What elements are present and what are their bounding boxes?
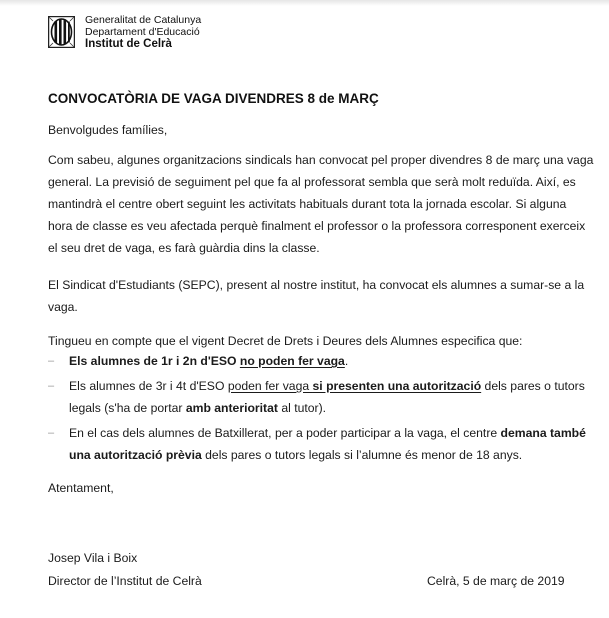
bullet-text-bold: Els alumnes de 1r i 2n d'ESO xyxy=(69,354,240,368)
bullet-text-bold: una autorització prèvia xyxy=(69,447,202,462)
paragraph-line: hora de classe es veu afectada perquè finalment el professor o la professora corresponent exerceix xyxy=(48,219,586,233)
dash-bullet-icon: – xyxy=(48,355,55,367)
paragraph-line: El Sindicat d'Estudiants (SEPC), present al nostre institut, ha convocat els alumnes a sumar-se a la xyxy=(48,278,585,292)
document-title: CONVOCATÒRIA DE VAGA DIVENDRES 8 de MARÇ xyxy=(48,91,379,106)
dash-bullet-icon: – xyxy=(48,380,55,392)
bullet-text-bold-underline: no poden fer vaga xyxy=(239,354,345,368)
paragraph-decree: Tingueu en compte que el vigent Decret de Drets i Deures dels Alumnes especifica que: xyxy=(48,334,523,348)
paragraph-line: general. La previsió de seguiment pel que fa al professorat sembla que serà molt reduïda. Així, es xyxy=(48,175,576,189)
bullet-text-bold: amb anterioritat xyxy=(185,400,278,415)
dash-bullet-icon: – xyxy=(48,427,55,439)
bullet-text: Els alumnes de 3r i 4t d'ESO xyxy=(69,379,228,393)
paragraph-line: mantindrà el centre obert seguint les activitats habituals durant tota la jornada escolar. Si alguna xyxy=(48,197,567,211)
page-top-shadow xyxy=(0,0,609,6)
list-item xyxy=(48,423,586,466)
list-item xyxy=(48,376,585,419)
list-item xyxy=(48,351,563,373)
paragraph-line: vaga. xyxy=(48,300,78,314)
signature-name: Josep Vila i Boix xyxy=(48,551,138,565)
bullet-text: dels pares o tutors xyxy=(481,379,585,393)
bullet-text: . xyxy=(344,354,349,368)
generalitat-catalunya-logo-icon xyxy=(48,16,75,48)
bullet-text: al tutor). xyxy=(277,400,327,415)
place-date: Celrà, 5 de març de 2019 xyxy=(427,574,565,588)
letterhead-department: Departament d'Educació xyxy=(85,25,200,38)
bullet-text-bold-underline: si presenten una autorització xyxy=(312,379,482,393)
bullet-text: legals (s'ha de portar xyxy=(69,400,186,415)
letterhead-institut: Institut de Celrà xyxy=(85,38,172,50)
paragraph-line: Com sabeu, algunes organitzacions sindicals han convocat pel proper divendres 8 de març una vaga xyxy=(48,153,594,167)
signature-role: Director de l’Institut de Celrà xyxy=(48,574,202,588)
greeting: Benvolgudes famílies, xyxy=(48,123,168,137)
letterhead xyxy=(48,15,201,51)
bullet-text-underline: poden fer vaga xyxy=(227,379,313,393)
closing: Atentament, xyxy=(48,481,114,495)
bullet-text-bold: demana també xyxy=(500,426,586,440)
letterhead-generalitat: Generalitat de Catalunya xyxy=(85,14,202,26)
bullet-text: dels pares o tutors legals si l’alumne és menor de 18 anys. xyxy=(201,447,523,462)
paragraph-line: el seu dret de vaga, es farà guàrdia dins la classe. xyxy=(48,241,320,255)
bullet-text: En el cas dels alumnes de Batxillerat, per a poder participar a la vaga, el centre xyxy=(69,426,501,440)
